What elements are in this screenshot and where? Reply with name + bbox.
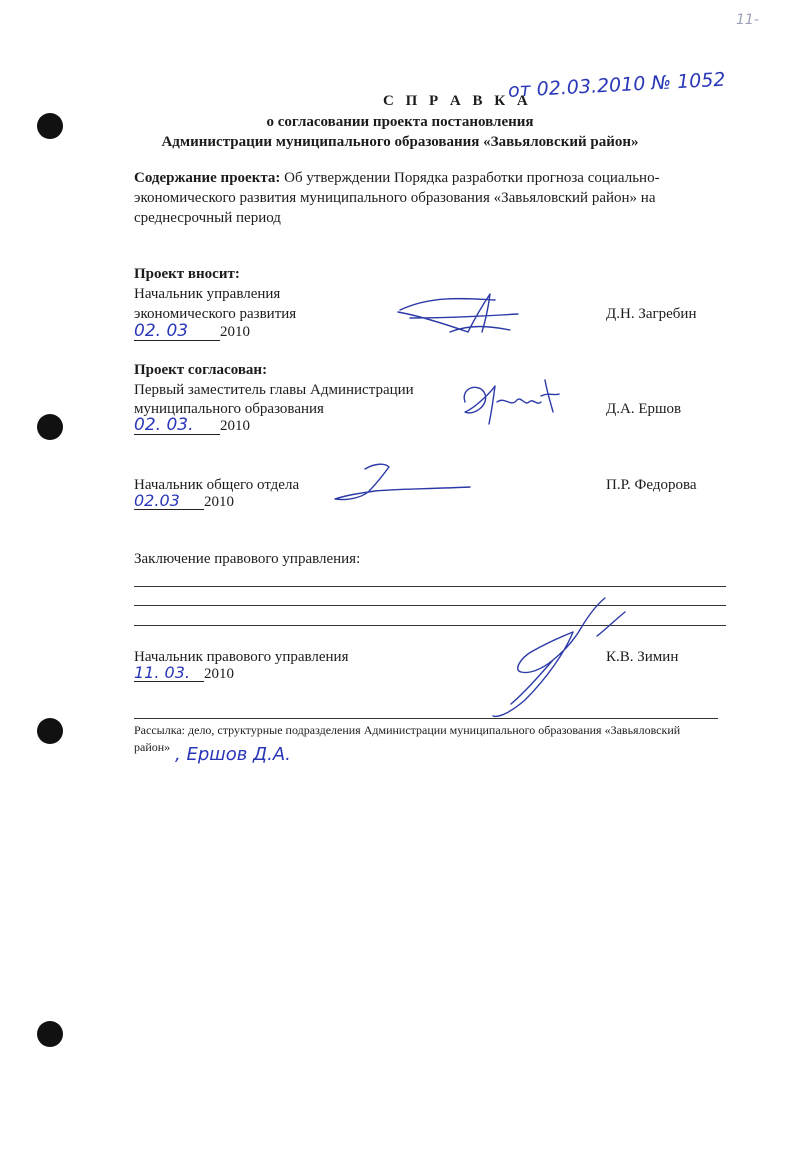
signature-ershov	[455, 372, 570, 432]
signature-zimin	[455, 592, 635, 722]
submitted-date	[134, 322, 250, 342]
legal-date	[134, 664, 234, 684]
approved-date	[134, 416, 250, 436]
page-number: 11-	[736, 12, 759, 28]
distribution-handwritten: , Ершов Д.А.	[175, 744, 291, 765]
submitted-year: 2010	[220, 324, 250, 340]
conclusion-line	[134, 605, 726, 606]
content-label: Содержание проекта:	[134, 170, 281, 186]
distribution-separator	[134, 718, 718, 719]
approved-position-line2: муниципального образования	[134, 401, 324, 417]
conclusion-line	[134, 586, 726, 587]
content-text-line1: Об утверждении Порядка разработки прогноза социально-	[284, 170, 660, 186]
submitted-position-line1: Начальник управления	[134, 286, 281, 302]
legal-date-handwritten: 11. 03.	[134, 664, 204, 682]
general-dept-name: П.Р. Федорова	[606, 477, 697, 493]
submitted-date-handwritten: 02. 03	[134, 323, 220, 341]
submitted-name: Д.Н. Загребин	[606, 306, 697, 322]
legal-name: К.В. Зимин	[606, 649, 679, 665]
general-dept-position: Начальник общего отдела	[134, 477, 300, 493]
signature-fedorova	[325, 455, 475, 510]
approved-heading: Проект согласован:	[134, 362, 268, 378]
general-dept-date-handwritten: 02.03	[134, 492, 204, 510]
conclusion-line	[134, 625, 726, 626]
legal-conclusion-label: Заключение правового управления:	[134, 551, 361, 567]
signature-zagrebin	[390, 288, 525, 338]
legal-year: 2010	[204, 666, 234, 682]
project-content	[134, 168, 746, 188]
document-title: С П Р А В К А	[383, 93, 532, 109]
approved-name: Д.А. Ершов	[606, 401, 682, 417]
punch-hole	[37, 113, 63, 139]
general-dept-year: 2010	[204, 494, 234, 510]
registration-handwriting: от 02.03.2010 № 1052	[507, 68, 726, 102]
subtitle-line1: о согласовании проекта постановления	[266, 114, 534, 130]
distribution-text-line1: Рассылка: дело, структурные подразделения Администрации муниципального образования «Завьяловский	[134, 723, 681, 737]
punch-hole	[37, 1021, 63, 1047]
punch-hole	[37, 718, 63, 744]
subtitle-line2: Администрации муниципального образования «Завьяловский район»	[161, 134, 639, 150]
submitted-heading: Проект вносит:	[134, 266, 240, 282]
approved-year: 2010	[220, 418, 250, 434]
submitted-position-line2: экономического развития	[134, 306, 297, 322]
general-dept-date	[134, 492, 234, 512]
distribution-text-line2: район»	[134, 740, 171, 754]
punch-hole	[37, 414, 63, 440]
approved-date-handwritten: 02. 03.	[134, 417, 220, 435]
approved-position-line1: Первый заместитель главы Администрации	[134, 382, 414, 398]
legal-position: Начальник правового управления	[134, 649, 349, 665]
content-text-line3: среднесрочный период	[134, 210, 281, 226]
content-text-line2: экономического развития муниципального образования «Завьяловский район» на	[134, 190, 656, 206]
